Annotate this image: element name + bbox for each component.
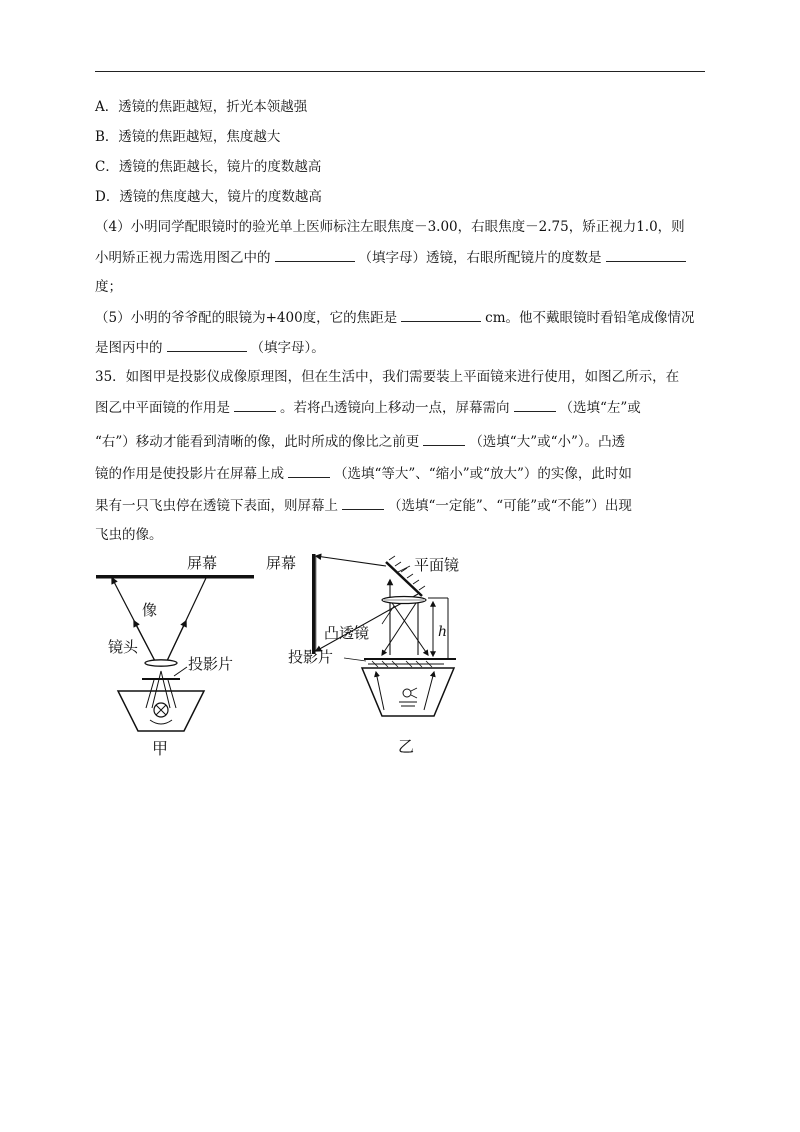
q35-text: 镜的作用是使投影片在屏幕上成 <box>95 466 284 482</box>
answer-blank[interactable] <box>275 247 355 262</box>
answer-blank[interactable] <box>514 397 556 412</box>
q5-text-c: 是图丙中的 <box>95 340 163 356</box>
label-convex-lens: 凸透镜 <box>324 624 370 642</box>
answer-blank[interactable] <box>342 495 384 510</box>
light-bulb-icon <box>399 688 417 706</box>
caption-jia: 甲 <box>152 739 169 758</box>
label-mirror: 平面镜 <box>414 556 460 574</box>
option-a: A．透镜的焦距越短，折光本领越强 <box>95 99 308 115</box>
q35-line5 <box>95 495 632 516</box>
q35-text: （选填“一定能”、“可能”或“不能”）出现 <box>388 498 632 514</box>
screen-bar <box>312 554 316 654</box>
q35-text: 图乙中平面镜的作用是 <box>95 400 230 416</box>
figure-jia <box>90 548 270 763</box>
q35-text: （选填“左”或 <box>559 400 641 416</box>
q35-text: （选填“等大”、“缩小”或“放大”）的实像，此时如 <box>334 466 632 482</box>
answer-blank[interactable] <box>606 247 686 262</box>
q4-line3: 度； <box>95 279 122 295</box>
label-slide: 投影片 <box>188 655 234 673</box>
q35-text: 果有一只飞虫停在透镜下表面，则屏幕上 <box>95 498 338 514</box>
label-h: h <box>438 624 448 640</box>
q35-line4 <box>95 463 632 484</box>
q35-line6: 飞虫的像。 <box>95 527 163 543</box>
label-slide: 投影片 <box>288 648 334 666</box>
lens-icon <box>145 660 177 666</box>
label-screen: 屏幕 <box>266 554 297 572</box>
figure-yi <box>258 540 488 770</box>
answer-blank[interactable] <box>167 337 247 352</box>
q5-line2 <box>95 337 325 358</box>
q35-text: 。若将凸透镜向上移动一点，屏幕需向 <box>280 400 510 416</box>
answer-blank[interactable] <box>401 307 481 322</box>
lamp-housing <box>362 668 454 716</box>
label-image: 像 <box>142 601 158 619</box>
caption-yi: 乙 <box>398 737 415 756</box>
q35-text: “右”）移动才能看到清晰的像，此时所成的像比之前更 <box>95 434 420 450</box>
q4-text-a: 小明矫正视力需选用图乙中的 <box>95 250 271 266</box>
label-screen: 屏幕 <box>187 554 218 572</box>
option-d: D．透镜的焦度越大，镜片的度数越高 <box>95 189 322 205</box>
option-b: B．透镜的焦距越短，焦度越大 <box>95 129 281 145</box>
q35-line2 <box>95 397 641 418</box>
q35-text: （选填“大”或“小”）。凸透 <box>469 434 626 450</box>
q5-line1 <box>95 307 695 328</box>
q5-text-a: （5）小明的爷爷配的眼镜为+400度，它的焦距是 <box>95 310 398 326</box>
answer-blank[interactable] <box>234 397 276 412</box>
label-lens: 镜头 <box>108 638 139 656</box>
q35-line3 <box>95 431 625 452</box>
q5-text-b: cm。他不戴眼镜时看铅笔成像情况 <box>485 310 695 326</box>
q4-text-b: （填字母）透镜，右眼所配镜片的度数是 <box>358 250 602 266</box>
option-c: C．透镜的焦距越长，镜片的度数越高 <box>95 159 322 175</box>
q5-text-d: （填字母）。 <box>250 340 325 356</box>
answer-blank[interactable] <box>288 463 330 478</box>
q4-line1: （4）小明同学配眼镜时的验光单上医师标注左眼焦度－3.00，右眼焦度－2.75，矫正视力1.0，则 <box>95 219 685 235</box>
screen-bar <box>96 575 254 579</box>
header-rule <box>95 71 705 72</box>
q4-line2 <box>95 247 690 268</box>
answer-blank[interactable] <box>423 431 465 446</box>
q35-line1: 35．如图甲是投影仪成像原理图，但在生活中，我们需要装上平面镜来进行使用，如图乙所示，在 <box>95 369 680 385</box>
